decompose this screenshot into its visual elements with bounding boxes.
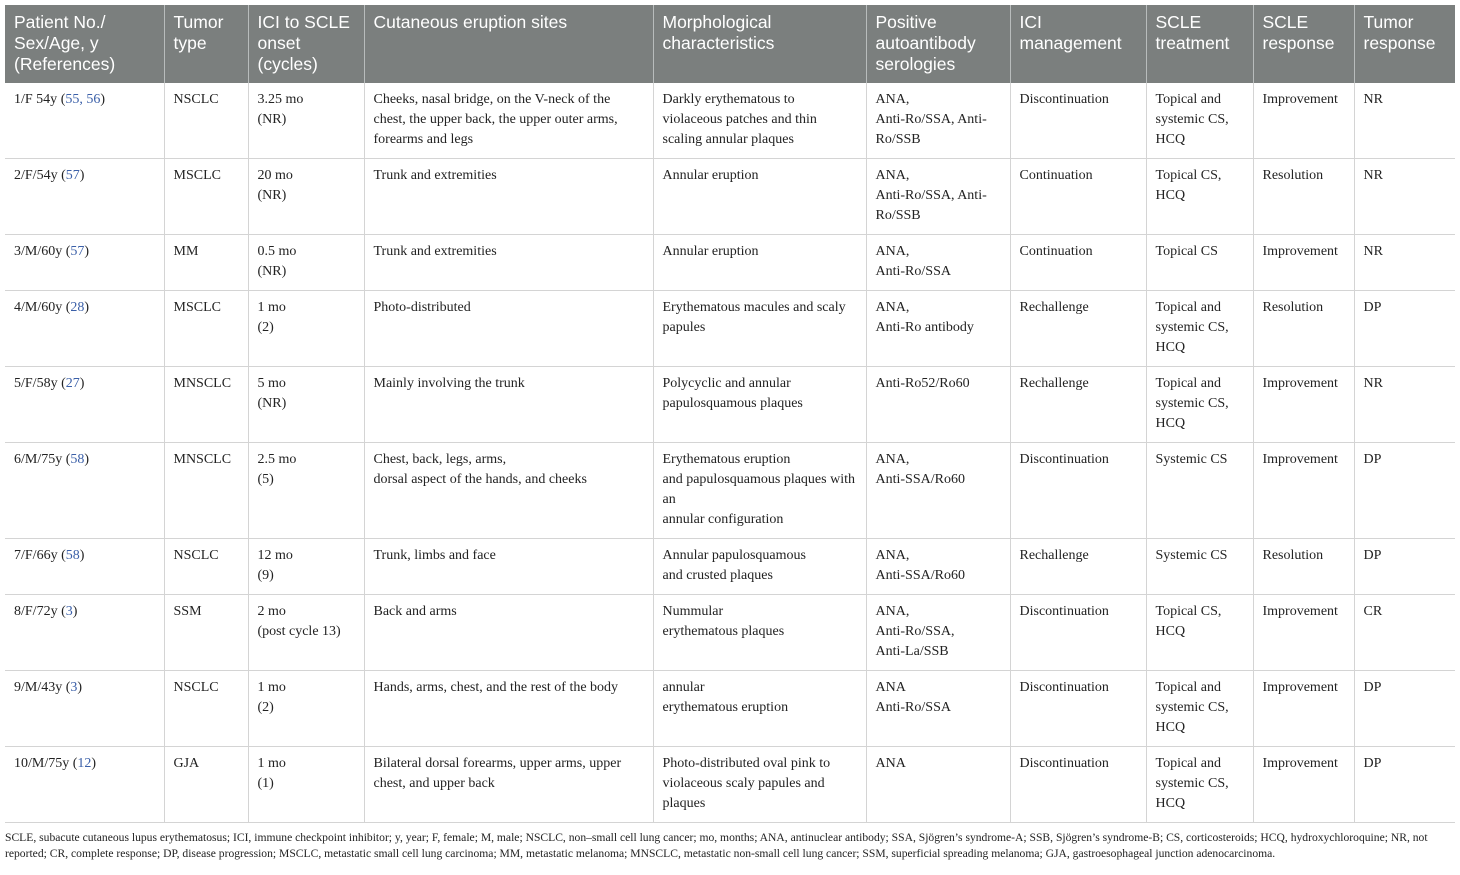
reference-link[interactable]: 3: [65, 604, 73, 619]
cell-tumor-response: NR: [1354, 367, 1455, 443]
cell-serologies: ANA, Anti-SSA/Ro60: [866, 539, 1010, 595]
cell-tumor-type: MNSCLC: [164, 443, 248, 539]
cell-tumor-type: NSCLC: [164, 539, 248, 595]
cell-eruption-sites: Photo-distributed: [364, 291, 653, 367]
reference-link[interactable]: 57: [70, 244, 85, 259]
cell-morphology: Annular papulosquamous and crusted plaques: [653, 539, 866, 595]
table-row: [5, 671, 1455, 747]
col-header-tumor-response: Tumor response: [1354, 5, 1455, 83]
cell-onset: 0.5 mo (NR): [248, 235, 364, 291]
cell-morphology: Erythematous eruption and papulosquamous plaques with an annular configuration: [653, 443, 866, 539]
cell-serologies: ANA, Anti-Ro/SSA: [866, 235, 1010, 291]
col-header-patient: Patient No./ Sex/Age, y (References): [5, 5, 164, 83]
table-footnote: SCLE, subacute cutaneous lupus erythematosus; ICI, immune checkpoint inhibitor; y, year; F, female; M, male; NSCLC, non–small cell lung cancer; mo, months; ANA, antinuclear antibody; SSA, Sjögren’s syndrome-A; SSB, Sjögren’s syndrome-B; CS, corticosteroids; HCQ, hydroxychloroquine; NR, not reported; CR, complete response; DP, disease progression; MSCLC, metastatic small cell lung carcinoma; MM, metastatic melanoma; MNSCLC, metastatic non-small cell lung cancer; SSM, superficial spreading melanoma; GJA, gastroesophageal junction adenocarcinoma.: [5, 831, 1428, 860]
cell-serologies: ANA, Anti-Ro/SSA, Anti-La/SSB: [866, 595, 1010, 671]
cell-onset: 12 mo (9): [248, 539, 364, 595]
cell-scle-response: Improvement: [1253, 443, 1354, 539]
cell-scle-response: Improvement: [1253, 671, 1354, 747]
cell-ici-management: Rechallenge: [1010, 367, 1146, 443]
col-header-onset: ICI to SCLE onset (cycles): [248, 5, 364, 83]
table-row: [5, 235, 1455, 291]
cell-morphology: Erythematous macules and scaly papules: [653, 291, 866, 367]
col-header-eruption-sites: Cutaneous eruption sites: [364, 5, 653, 83]
cell-tumor-type: MSCLC: [164, 159, 248, 235]
col-header-tumor-type: Tumor type: [164, 5, 248, 83]
patient-label: 2/F/54y: [14, 168, 58, 183]
cell-onset: 20 mo (NR): [248, 159, 364, 235]
cell-scle-treatment: Topical CS, HCQ: [1146, 595, 1253, 671]
cell-tumor-response: CR: [1354, 595, 1455, 671]
cell-scle-treatment: Topical and systemic CS, HCQ: [1146, 367, 1253, 443]
cell-eruption-sites: Trunk and extremities: [364, 159, 653, 235]
cell-tumor-type: MNSCLC: [164, 367, 248, 443]
cell-tumor-type: GJA: [164, 747, 248, 823]
cell-tumor-type: SSM: [164, 595, 248, 671]
table-row: [5, 539, 1455, 595]
table-row: [5, 747, 1455, 823]
cell-patient: 4/M/60y (28): [5, 291, 164, 367]
cell-morphology: Annular eruption: [653, 159, 866, 235]
cell-scle-treatment: Systemic CS: [1146, 539, 1253, 595]
cell-serologies: ANA, Anti-Ro/SSA, Anti-Ro/SSB: [866, 83, 1010, 159]
patient-label: 3/M/60y: [14, 244, 63, 259]
patient-label: 10/M/75y: [14, 756, 70, 771]
table-row: [5, 443, 1455, 539]
cell-tumor-response: DP: [1354, 539, 1455, 595]
cell-eruption-sites: Chest, back, legs, arms, dorsal aspect of the hands, and cheeks: [364, 443, 653, 539]
table-row: [5, 595, 1455, 671]
cell-onset: 1 mo (1): [248, 747, 364, 823]
cell-onset: 5 mo (NR): [248, 367, 364, 443]
reference-link[interactable]: 58: [65, 548, 80, 563]
reference-link[interactable]: 12: [77, 756, 92, 771]
cell-scle-response: Resolution: [1253, 159, 1354, 235]
cell-onset: 1 mo (2): [248, 671, 364, 747]
cell-patient: 9/M/43y (3): [5, 671, 164, 747]
cell-eruption-sites: Back and arms: [364, 595, 653, 671]
cell-ici-management: Discontinuation: [1010, 595, 1146, 671]
cell-morphology: Darkly erythematous to violaceous patches and thin scaling annular plaques: [653, 83, 866, 159]
reference-link[interactable]: 3: [70, 680, 78, 695]
cell-tumor-response: NR: [1354, 83, 1455, 159]
cell-eruption-sites: Mainly involving the trunk: [364, 367, 653, 443]
cell-tumor-type: MM: [164, 235, 248, 291]
cell-ici-management: Discontinuation: [1010, 747, 1146, 823]
cell-scle-treatment: Topical and systemic CS, HCQ: [1146, 83, 1253, 159]
cell-tumor-response: NR: [1354, 235, 1455, 291]
cell-onset: 2 mo (post cycle 13): [248, 595, 364, 671]
cell-scle-response: Improvement: [1253, 83, 1354, 159]
reference-link[interactable]: 28: [70, 300, 85, 315]
col-header-ici-management: ICI management: [1010, 5, 1146, 83]
cell-tumor-response: DP: [1354, 671, 1455, 747]
table-container: [5, 5, 1455, 862]
cell-patient: 10/M/75y (12): [5, 747, 164, 823]
cell-scle-treatment: Topical CS, HCQ: [1146, 159, 1253, 235]
cell-onset: 3.25 mo (NR): [248, 83, 364, 159]
patient-label: 7/F/66y: [14, 548, 58, 563]
cell-eruption-sites: Bilateral dorsal forearms, upper arms, upper chest, and upper back: [364, 747, 653, 823]
cell-onset: 1 mo (2): [248, 291, 364, 367]
cell-ici-management: Discontinuation: [1010, 83, 1146, 159]
cell-scle-response: Improvement: [1253, 595, 1354, 671]
cell-tumor-response: DP: [1354, 443, 1455, 539]
cell-ici-management: Discontinuation: [1010, 443, 1146, 539]
cell-ici-management: Continuation: [1010, 235, 1146, 291]
cell-patient: 5/F/58y (27): [5, 367, 164, 443]
cell-morphology: Annular eruption: [653, 235, 866, 291]
patient-label: 4/M/60y: [14, 300, 63, 315]
cell-serologies: ANA: [866, 747, 1010, 823]
patient-label: 6/M/75y: [14, 452, 63, 467]
cell-onset: 2.5 mo (5): [248, 443, 364, 539]
col-header-morphology: Morphological characteristics: [653, 5, 866, 83]
cell-serologies: ANA, Anti-SSA/Ro60: [866, 443, 1010, 539]
cell-ici-management: Continuation: [1010, 159, 1146, 235]
cell-patient: 1/F 54y (55, 56): [5, 83, 164, 159]
cell-tumor-type: NSCLC: [164, 83, 248, 159]
cell-scle-treatment: Systemic CS: [1146, 443, 1253, 539]
patient-label: 5/F/58y: [14, 376, 58, 391]
patient-label: 1/F 54y: [14, 92, 58, 107]
cell-tumor-response: DP: [1354, 291, 1455, 367]
reference-link[interactable]: 57: [65, 168, 80, 183]
scle-cases-table: [5, 5, 1455, 823]
cell-morphology: Polycyclic and annular papulosquamous plaques: [653, 367, 866, 443]
cell-morphology: Photo-distributed oval pink to violaceous scaly papules and plaques: [653, 747, 866, 823]
cell-scle-response: Resolution: [1253, 539, 1354, 595]
cell-scle-response: Resolution: [1253, 291, 1354, 367]
col-header-scle-treatment: SCLE treatment: [1146, 5, 1253, 83]
cell-patient: 8/F/72y (3): [5, 595, 164, 671]
cell-scle-response: Improvement: [1253, 367, 1354, 443]
patient-label: 9/M/43y: [14, 680, 63, 695]
table-body: [5, 83, 1455, 823]
cell-serologies: Anti-Ro52/Ro60: [866, 367, 1010, 443]
reference-link[interactable]: 58: [70, 452, 85, 467]
cell-tumor-response: DP: [1354, 747, 1455, 823]
cell-eruption-sites: Cheeks, nasal bridge, on the V-neck of the chest, the upper back, the upper outer arms, forearms and legs: [364, 83, 653, 159]
reference-link[interactable]: 27: [65, 376, 80, 391]
cell-eruption-sites: Trunk and extremities: [364, 235, 653, 291]
col-header-serologies: Positive autoantibody serologies: [866, 5, 1010, 83]
table-row: [5, 83, 1455, 159]
cell-scle-response: Improvement: [1253, 747, 1354, 823]
cell-eruption-sites: Trunk, limbs and face: [364, 539, 653, 595]
cell-tumor-type: MSCLC: [164, 291, 248, 367]
cell-serologies: ANA Anti-Ro/SSA: [866, 671, 1010, 747]
cell-patient: 3/M/60y (57): [5, 235, 164, 291]
cell-scle-response: Improvement: [1253, 235, 1354, 291]
cell-scle-treatment: Topical and systemic CS, HCQ: [1146, 291, 1253, 367]
cell-scle-treatment: Topical CS: [1146, 235, 1253, 291]
cell-ici-management: Rechallenge: [1010, 291, 1146, 367]
table-row: [5, 367, 1455, 443]
cell-scle-treatment: Topical and systemic CS, HCQ: [1146, 747, 1253, 823]
cell-morphology: Nummular erythematous plaques: [653, 595, 866, 671]
cell-ici-management: Rechallenge: [1010, 539, 1146, 595]
reference-link[interactable]: 55, 56: [65, 92, 101, 107]
cell-serologies: ANA, Anti-Ro antibody: [866, 291, 1010, 367]
table-row: [5, 291, 1455, 367]
cell-patient: 6/M/75y (58): [5, 443, 164, 539]
header-row: [5, 5, 1455, 83]
cell-patient: 7/F/66y (58): [5, 539, 164, 595]
cell-patient: 2/F/54y (57): [5, 159, 164, 235]
cell-tumor-type: NSCLC: [164, 671, 248, 747]
cell-eruption-sites: Hands, arms, chest, and the rest of the body: [364, 671, 653, 747]
patient-label: 8/F/72y: [14, 604, 58, 619]
cell-scle-treatment: Topical and systemic CS, HCQ: [1146, 671, 1253, 747]
table-row: [5, 159, 1455, 235]
cell-tumor-response: NR: [1354, 159, 1455, 235]
col-header-scle-response: SCLE response: [1253, 5, 1354, 83]
cell-morphology: annular erythematous eruption: [653, 671, 866, 747]
cell-serologies: ANA, Anti-Ro/SSA, Anti-Ro/SSB: [866, 159, 1010, 235]
cell-ici-management: Discontinuation: [1010, 671, 1146, 747]
